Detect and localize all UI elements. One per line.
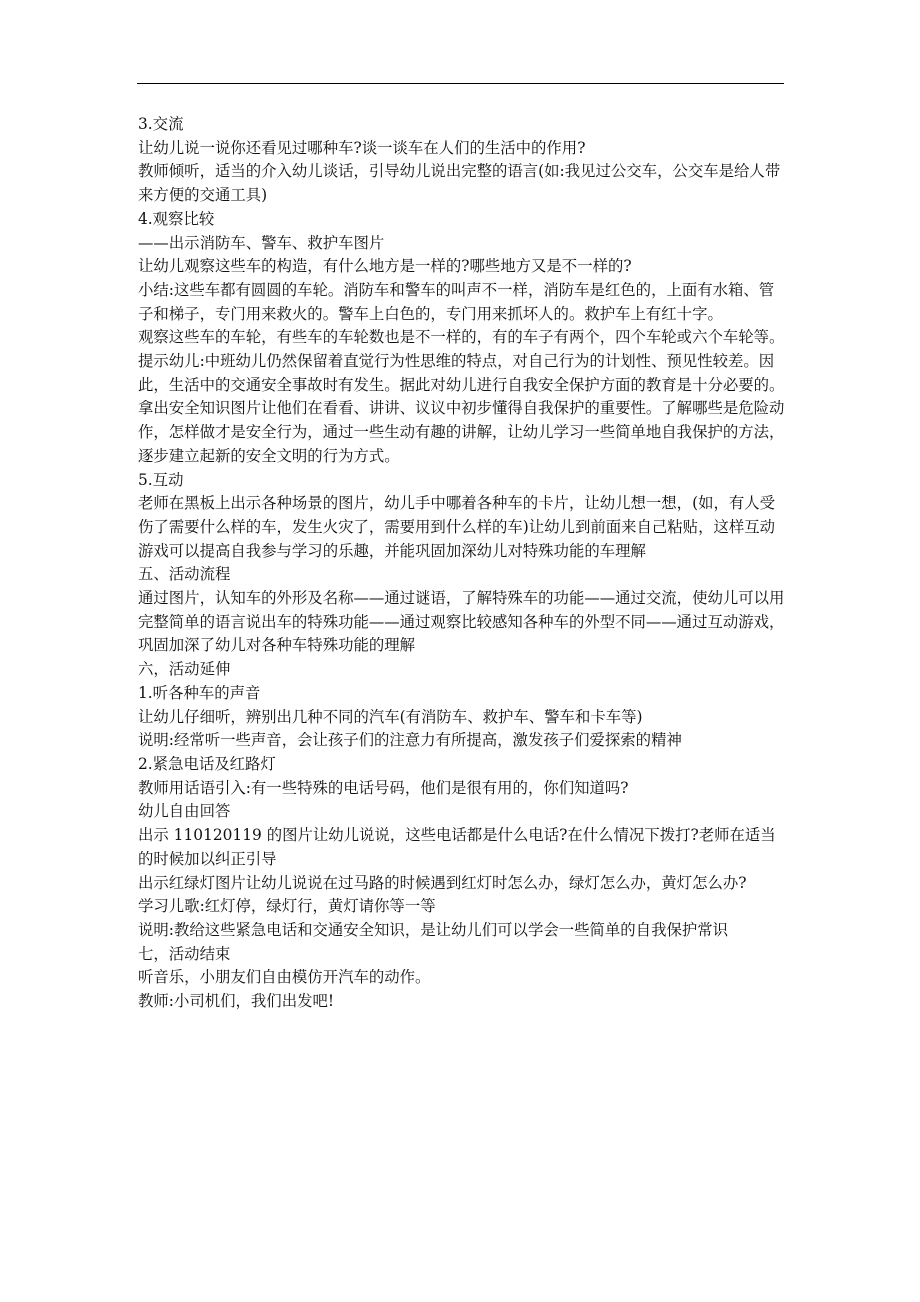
- paragraph: 教师:小司机们，我们出发吧!: [138, 992, 335, 1011]
- section-heading-exchange: 3.交流: [138, 115, 184, 133]
- paragraph: 学习儿歌:红灯停，绿灯行，黄灯请你等一等: [138, 897, 436, 916]
- paragraph: 说明:经常听一些声音，会让孩子们的注意力有所提高，激发孩子们爱探索的精神: [138, 731, 682, 750]
- section-heading-observe-compare: 4.观察比较: [138, 209, 215, 228]
- subheading-emergency-phone: 2.紧急电话及红路灯: [138, 754, 276, 773]
- paragraph: 让幼儿观察这些车的构造，有什么地方是一样的?哪些地方又是不一样的?: [138, 257, 632, 276]
- paragraph: 教师倾听，适当的介入幼儿谈话，引导幼儿说出完整的语言(如:我见过公交车，公交车是给人带来方便的交通工具): [138, 162, 781, 205]
- paragraph: 小结:这些车都有圆圆的车轮。消防车和警车的叫声不一样，消防车是红色的，上面有水箱、管子和梯子，专门用来救火的。警车上白色的，专门用来抓坏人的。救护车上有红十字。: [138, 280, 775, 323]
- paragraph: 听音乐，小朋友们自由模仿开汽车的动作。: [138, 968, 431, 987]
- paragraph: 教师用话语引入:有一些特殊的电话号码，他们是很有用的，你们知道吗?: [138, 778, 629, 797]
- paragraph: 幼儿自由回答: [138, 802, 231, 821]
- paragraph: ——出示消防车、警车、救护车图片: [138, 233, 385, 252]
- section-heading-activity-flow: 五、活动流程: [138, 565, 231, 584]
- paragraph: 说明:教给这些紧急电话和交通安全知识，是让幼儿们可以学会一些简单的自我保护常识: [138, 920, 729, 939]
- header-rule: [137, 83, 784, 84]
- paragraph: 观察这些车的车轮，有些车的车轮数也是不一样的，有的车子有两个，四个车轮或六个车轮等。: [138, 328, 785, 347]
- paragraph: 出示 110120119 的图片让幼儿说说，这些电话都是什么电话?在什么情况下拨打?老师在适当的时候加以纠正引导: [138, 826, 776, 868]
- paragraph: 提示幼儿:中班幼儿仍然保留着直觉行为性思维的特点，对自己行为的计划性、预见性较差。因此，生活中的交通安全事故时有发生。据此对幼儿进行自我安全保护方面的教育是十分必要的。: [138, 352, 785, 394]
- section-heading-interaction: 5.互动: [138, 470, 184, 489]
- paragraph: 通过图片，认知车的外形及名称——通过谜语，了解特殊车的功能——通过交流，使幼儿可以用完整简单的语言说出车的特殊功能——通过观察比较感知各种车的外型不同——通过互动游戏，巩固加深了幼儿对各种车特殊功能的理解: [138, 589, 785, 655]
- section-heading-activity-end: 七，活动结束: [138, 944, 231, 963]
- paragraph: 让幼儿仔细听，辨别出几种不同的汽车(有消防车、救护车、警车和卡车等): [138, 707, 643, 726]
- section-heading-activity-extension: 六，活动延伸: [138, 660, 231, 679]
- paragraph: 老师在黑板上出示各种场景的图片，幼儿手中哪着各种车的卡片，让幼儿想一想，(如，有人受伤了需要什么样的车，发生火灾了，需要用到什么样的车)让幼儿到前面来自己粘贴，这样互动游戏可以提高自我参与学习的乐趣，并能巩固加深幼儿对特殊功能的车理解: [138, 494, 776, 560]
- paragraph: 拿出安全知识图片让他们在看看、讲讲、议议中初步懂得自我保护的重要性。了解哪些是危险动作，怎样做才是安全行为，通过一些生动有趣的讲解，让幼儿学习一些简单地自我保护的方法，逐步建立起新的安全文明的行为方式。: [138, 399, 785, 465]
- document-body: [138, 113, 788, 1014]
- subheading-vehicle-sounds: 1.听各种车的声音: [138, 683, 261, 702]
- paragraph: 让幼儿说一说你还看见过哪种车?谈一谈车在人们的生活中的作用?: [138, 138, 586, 157]
- paragraph: 出示红绿灯图片让幼儿说说在过马路的时候遇到红灯时怎么办，绿灯怎么办，黄灯怎么办?: [138, 873, 747, 892]
